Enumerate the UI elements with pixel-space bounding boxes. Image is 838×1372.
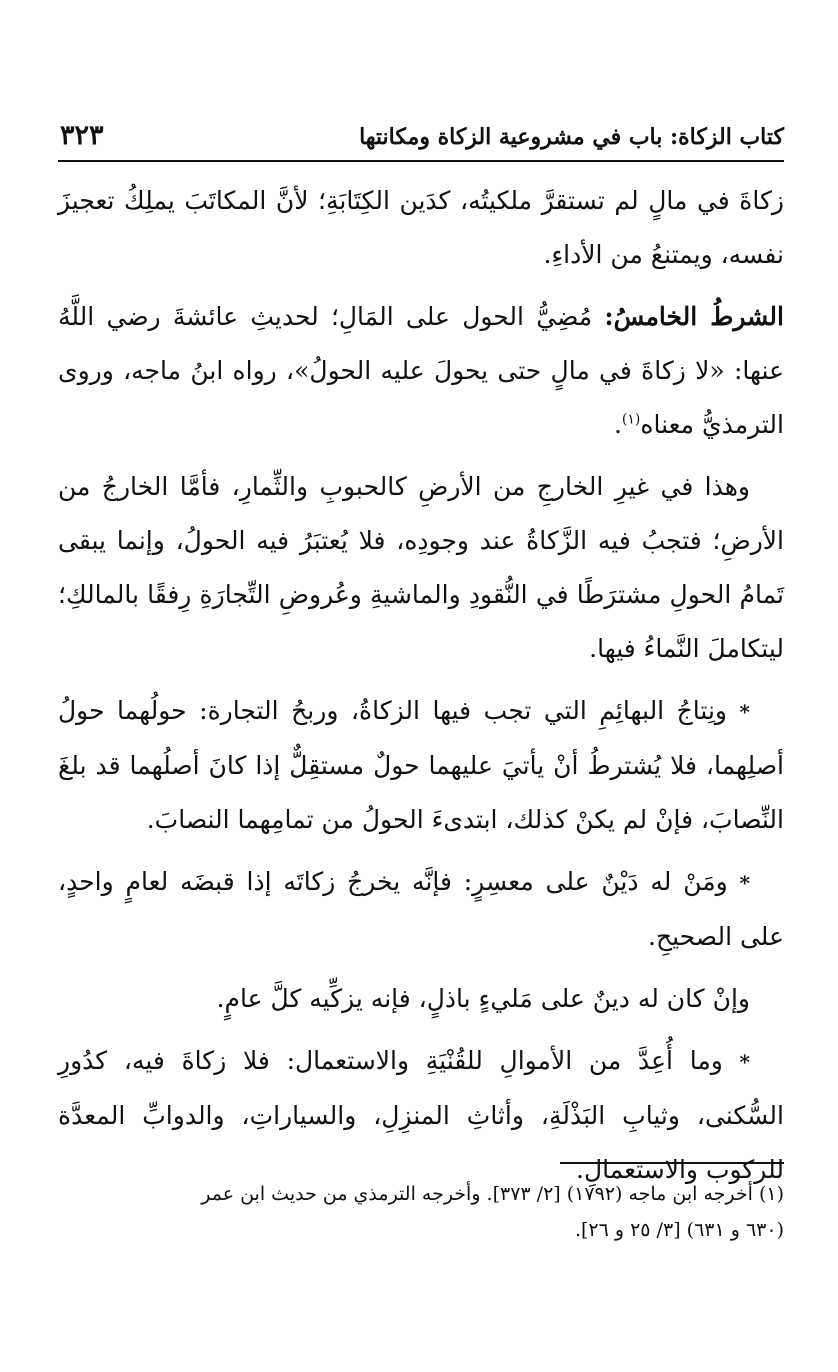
paragraph-2 bbox=[58, 290, 784, 452]
paragraph-2-text: مُضِيُّ الحول على المَالِ؛ لحديثِ عائشةَ رضي اللَّهُ عنها: «لا زكاةَ في مالٍ حتى يحولَ عليه الحولُ»، رواه ابنُ ماجه، وروى الترمذيُّ معناه bbox=[58, 302, 784, 439]
paragraph-4-text: ونِتاجُ البهائِمِ التي تجب فيها الزكاةُ، وربحُ التجارة: حولُهما حولُ أصلِهما، فلا يُشترطُ أنْ يأتيَ عليهما حولٌ مستقِلٌّ إذا كانَ أصلُهما قد بلغَ النِّصابَ، فإنْ لم يكنْ كذلك، ابتدىءَ الحولُ من تمامِهما النصابَ. bbox=[58, 696, 784, 834]
footnote-1-line-2: (٦٣٠ و ٦٣١) [٣/ ٢٥ و ٢٦]. bbox=[574, 1219, 784, 1241]
star-marker: * bbox=[739, 871, 750, 895]
paragraph-1: زكاةَ في مالٍ لم تستقرَّ ملكيتُه، كدَين الكِتَابَةِ؛ لأنَّ المكاتَبَ يملِكُ تعجيزَ نفسه، ويمتنعُ من الأداءِ. bbox=[58, 186, 784, 269]
star-marker: * bbox=[739, 1050, 751, 1074]
paragraph-7 bbox=[58, 1034, 784, 1197]
running-title: كتاب الزكاة: باب في مشروعية الزكاة ومكانتها bbox=[359, 124, 784, 150]
footnotes bbox=[58, 1176, 784, 1248]
paragraph-5-text: ومَنْ له دَيْنٌ على معسِرٍ: فإنَّه يخرجُ زكاتَه إذا قبضَه لعامٍ واحدٍ، على الصحيحِ. bbox=[58, 867, 784, 951]
paragraph-4 bbox=[58, 684, 784, 847]
header-rule bbox=[58, 160, 784, 162]
paragraph-3: وهذا في غيرِ الخارجِ من الأرضِ كالحبوبِ والثِّمارِ، فأمَّا الخارجُ من الأرضِ؛ فتجبُ فيه الزَّكاةُ عند وجودِه، فلا يُعتبَرُ فيه الحولُ، وإنما يبقى تَمامُ الحولِ مشترَطًا في النُّقودِ والماشيةِ وعُروضِ التِّجارَةِ رِفقًا بالمالكِ؛ ليتكاملَ النَّماءُ فيها. bbox=[58, 472, 784, 663]
footnote-1-line-1: (١) أخرجه ابن ماجه (١٧٩٢) [٢/ ٣٧٣]. وأخرجه الترمذي من حديث ابن عمر bbox=[201, 1183, 784, 1205]
body-text bbox=[58, 174, 784, 1205]
footnote-ref-1: (١) bbox=[621, 411, 641, 428]
paragraph-7-text: وما أُعِدَّ من الأموالِ للقُنْيَةِ والاستعمال: فلا زكاةَ فيه، كدُورِ السُّكنى، وثيابِ البَذْلَةِ، وأثاثِ المنزِلِ، والسياراتِ، والدوابِّ المعدَّة للركوب والاستعمالِ. bbox=[58, 1046, 784, 1184]
page-number: ٣٢٣ bbox=[60, 120, 104, 151]
paragraph-5 bbox=[58, 855, 784, 964]
paragraph-6: وإنْ كان له دينٌ على مَليءٍ باذلٍ، فإنه يزكِّيه كلَّ عامٍ. bbox=[216, 984, 750, 1013]
paragraph-2-end: . bbox=[613, 410, 622, 439]
star-marker: * bbox=[739, 700, 750, 724]
condition-label: الشرطُ الخامسُ: bbox=[604, 302, 784, 331]
page-header bbox=[58, 118, 784, 158]
footnote-rule bbox=[560, 1162, 784, 1164]
